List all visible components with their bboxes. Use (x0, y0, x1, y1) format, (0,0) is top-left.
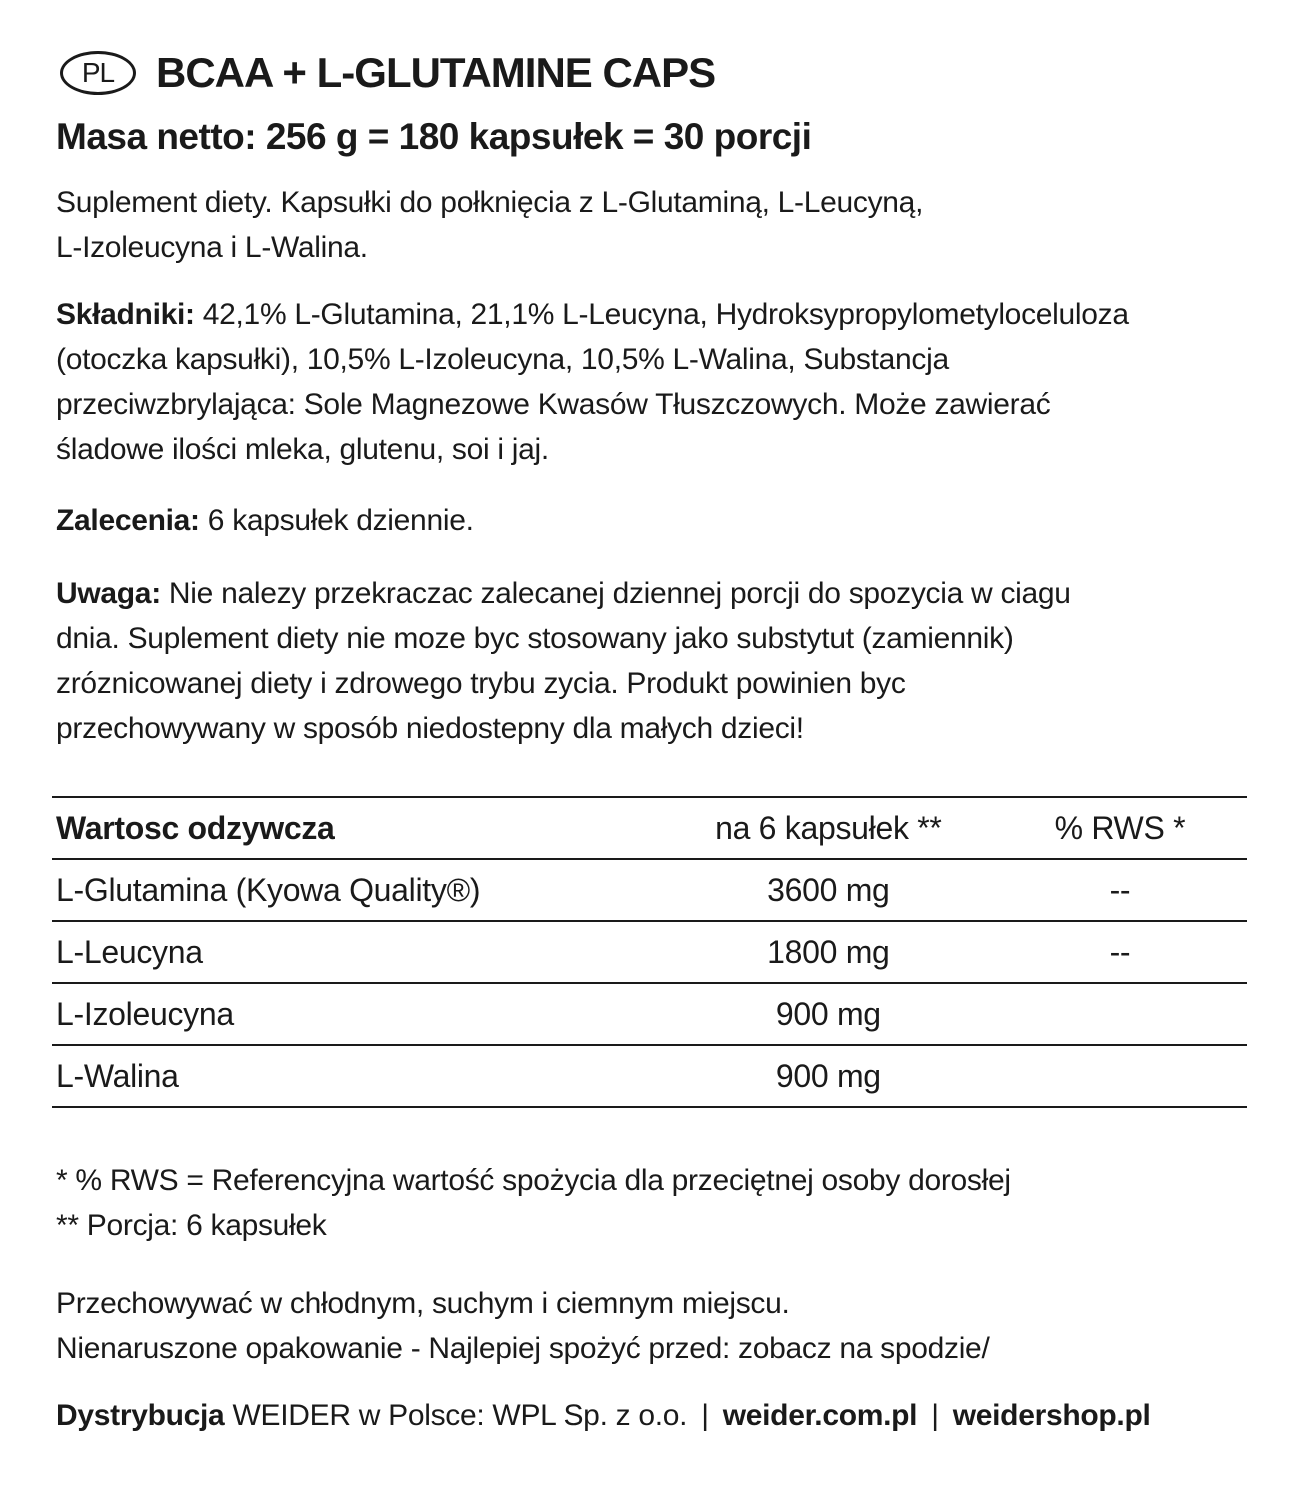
separator: | (931, 1399, 939, 1432)
nutrient-amount: 3600 mg (664, 859, 993, 921)
storage-info (56, 1281, 1251, 1371)
description-line: Suplement diety. Kapsułki do połknięcia z L-Glutaminą, L-Leucyną, (56, 186, 924, 219)
net-weight: Masa netto: 256 g = 180 kapsułek = 30 porcji (56, 116, 812, 157)
nutrient-rws: -- (993, 921, 1247, 983)
warning-line (56, 571, 1251, 616)
recommendation-label: Zalecenia: (56, 504, 200, 537)
description (56, 180, 1251, 270)
product-title: BCAA + L-GLUTAMINE CAPS (156, 49, 716, 96)
nutrient-rws (993, 1045, 1247, 1107)
storage-line: Przechowywać w chłodnym, suchym i ciemnym miejscu. (56, 1287, 790, 1320)
ingredients-text: 42,1% L-Glutamina, 21,1% L-Leucyna, Hydroksypropylometyloceluloza (194, 298, 1129, 331)
distribution-label: Dystrybucja (56, 1399, 225, 1432)
nutrient-name: L-Walina (52, 1045, 664, 1107)
ingredients (56, 292, 1251, 472)
table-row (52, 859, 1247, 921)
distribution-text: WEIDER w Polsce: WPL Sp. z o.o. (224, 1399, 688, 1432)
ingredients-label: Składniki: (56, 298, 195, 331)
ingredients-line (56, 292, 1251, 337)
warning-line: przechowywany w sposób niedostepny dla małych dzieci! (56, 712, 804, 745)
shop-link: weidershop.pl (952, 1399, 1151, 1432)
nutrient-name: L-Glutamina (Kyowa Quality®) (52, 859, 664, 921)
distribution-info (56, 1399, 1251, 1433)
warning-label: Uwaga: (56, 577, 161, 610)
table-row (52, 983, 1247, 1045)
warning (56, 571, 1251, 751)
header (56, 40, 1251, 106)
table-row (52, 921, 1247, 983)
warning-text: Nie nalezy przekraczac zalecanej dziennej porcji do spozycia w ciagu (160, 577, 1071, 610)
description-line: L-Izoleucyna i L-Walina. (56, 231, 368, 264)
nutrient-amount: 900 mg (664, 1045, 993, 1107)
storage-line: Nienaruszone opakowanie - Najlepiej spożyć przed: zobacz na spodzie/ (56, 1332, 990, 1365)
website-link: weider.com.pl (722, 1399, 918, 1432)
nutrient-name: L-Leucyna (52, 921, 664, 983)
nutrient-amount: 1800 mg (664, 921, 993, 983)
nutrient-rws: -- (993, 859, 1247, 921)
separator: | (701, 1399, 709, 1432)
language-badge: PL (60, 51, 136, 95)
recommendation (56, 498, 1251, 543)
product-label (56, 40, 1251, 1433)
recommendation-text: 6 kapsułek dziennie. (199, 504, 474, 537)
ingredients-line: (otoczka kapsułki), 10,5% L-Izoleucyna, 10,5% L-Walina, Substancja (56, 343, 949, 376)
ingredients-line: śladowe ilości mleka, glutenu, soi i jaj. (56, 433, 549, 466)
table-row (52, 1045, 1247, 1107)
warning-line: zróznicowanej diety i zdrowego trybu zycia. Produkt powinien byc (56, 667, 906, 700)
column-header-amount: na 6 kapsułek ** (664, 797, 993, 859)
ingredients-line: przeciwzbrylająca: Sole Magnezowe Kwasów Tłuszczowych. Może zawierać (56, 388, 1051, 421)
nutrition-table (52, 796, 1247, 1108)
table-header-row (52, 797, 1247, 859)
column-header-nutrient: Wartosc odzywcza (52, 797, 664, 859)
warning-line: dnia. Suplement diety nie moze byc stosowany jako substytut (zamiennik) (56, 622, 1014, 655)
nutrient-rws (993, 983, 1247, 1045)
nutrient-amount: 900 mg (664, 983, 993, 1045)
nutrient-name: L-Izoleucyna (52, 983, 664, 1045)
column-header-rws: % RWS * (993, 797, 1247, 859)
footnotes (56, 1158, 1251, 1248)
footnote-portion: ** Porcja: 6 kapsułek (56, 1209, 327, 1242)
footnote-rws: * % RWS = Referencyjna wartość spożycia dla przeciętnej osoby dorosłej (56, 1164, 1011, 1197)
